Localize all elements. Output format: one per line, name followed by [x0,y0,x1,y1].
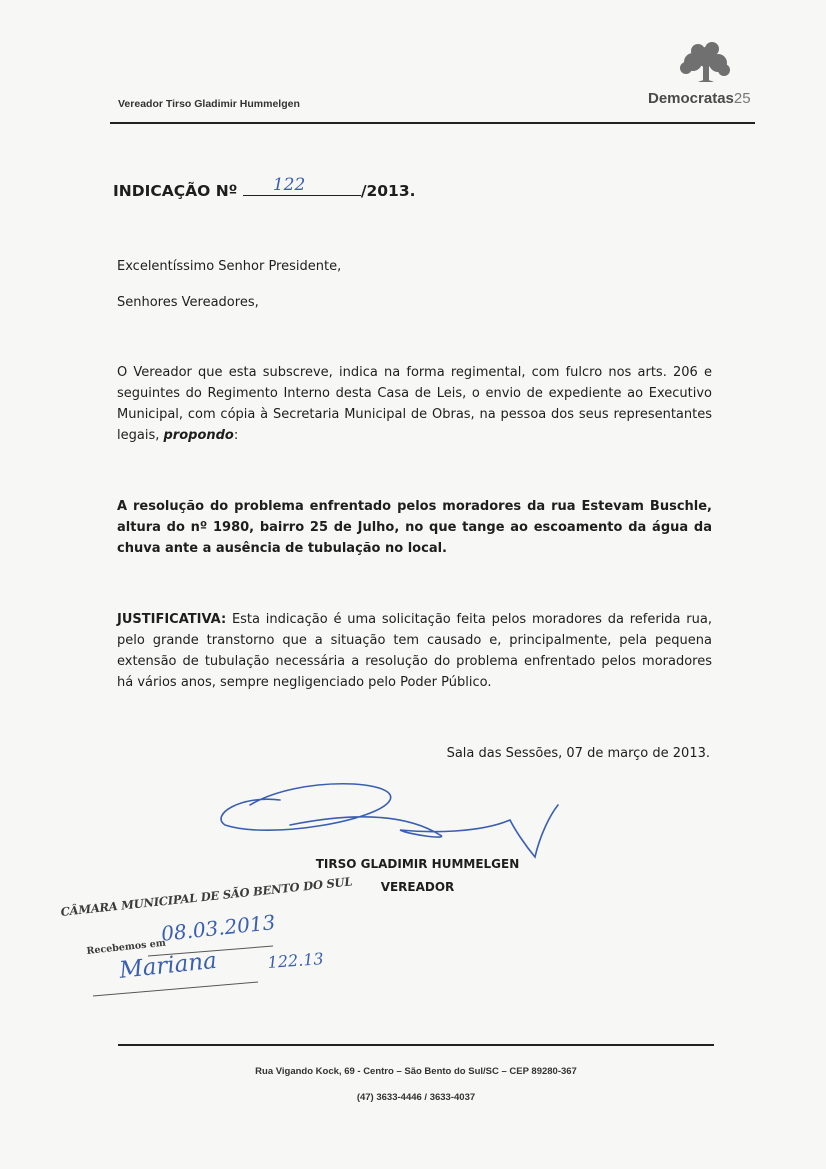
signer-role: VEREADOR [380,880,455,894]
party-logo-text: Democratas25 [648,90,751,107]
author-header: Vereador Tirso Gladimir Hummelgen [118,98,300,110]
justification-paragraph: JUSTIFICATIVA: Esta indicação é uma solicitação feita pelos moradores da referida rua, pelo grande transtorno que a situação tem causado e, principalmente, pela pequena extensão de tubulação necessária a resolução do problema enfrentado pelos moradores há vários anos, sempre negligenciado pelo Poder Público. [117,612,712,690]
place-date: Sala das Sessões, 07 de março de 2013. [446,746,710,761]
number-blank [243,175,361,196]
protocol-number: 122.13 [267,949,325,972]
footer-divider [118,1044,714,1046]
body-paragraph: O Vereador que esta subscreve, indica na forma regimental, com fulcro nos arts. 206 e seguintes do Regimento Interno desta Casa de Leis, o envio de expediente ao Executivo Municipal, com cópia à Secretaria Municipal de Obras, na pessoa dos seus representantes legais, propondo: [117,365,712,443]
receiver-signature: Mariana [118,947,219,984]
salutation-councilors: Senhores Vereadores, [117,295,259,310]
signer-name: TIRSO GLADIMIR HUMMELGEN [315,857,520,871]
reception-stamp-label: Recebemos em [86,937,167,957]
header-divider [110,122,755,124]
reception-stamp-lines [58,896,348,1006]
reception-stamp-institution: CÂMARA MUNICIPAL DE SÃO BENTO DO SUL [60,874,353,919]
proposal-paragraph: A resolução do problema enfrentado pelos moradores da rua Estevam Buschle, altura do nº 1980, bairro 25 de Julho, no que tange ao escoamento da água da chuva ante a ausência de tubulação no local. [117,499,712,556]
signer-block [285,853,550,899]
footer-phone: (47) 3633-4446 / 3633-4037 [356,1092,476,1103]
salutation-president: Excelentíssimo Senhor Presidente, [117,259,342,274]
received-date: 08.03.2013 [160,910,277,946]
document-title: INDICAÇÃO Nº 122 /2013. [113,175,416,200]
footer-address: Rua Vigando Kock, 69 - Centro – São Bento do Sul/SC – CEP 89280-367 [255,1066,577,1077]
handwritten-number: 122 [272,175,306,195]
